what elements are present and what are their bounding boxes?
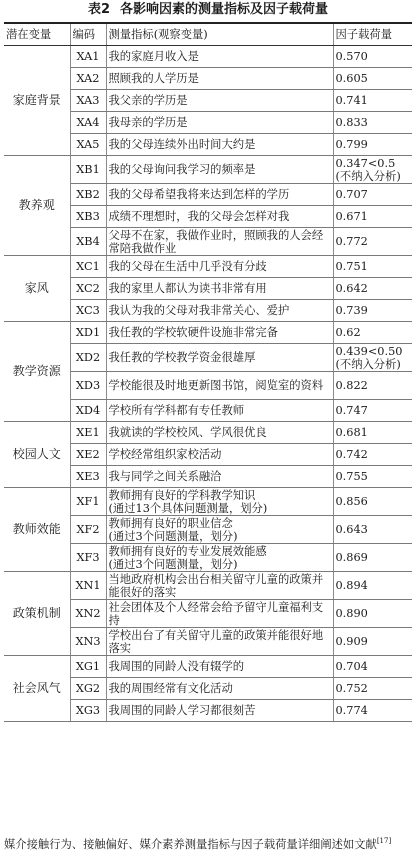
factor-loading-cell: 0.747 — [333, 400, 412, 422]
measurement-item-cell: 我的父母连续外出时间大约是 — [106, 134, 333, 156]
table-caption — [0, 0, 416, 20]
factor-loading-cell: 0.774 — [333, 700, 412, 722]
latent-variable-cell: 家风 — [4, 256, 70, 322]
measurement-item-cell: 我母亲的学历是 — [106, 112, 333, 134]
factor-loading-cell: 0.799 — [333, 134, 412, 156]
factor-loading-cell: 0.856 — [333, 488, 412, 516]
table-row — [4, 256, 412, 278]
measurement-item-cell: 学校能很及时地更新图书馆，阅览室的资料 — [106, 372, 333, 400]
factor-loading-cell: 0.909 — [333, 628, 412, 656]
table-row — [4, 422, 412, 444]
table-row — [4, 322, 412, 344]
measurement-item-cell: 我的周围经常有文化活动 — [106, 678, 333, 700]
code-cell: XG3 — [70, 700, 106, 722]
code-cell: XA2 — [70, 68, 106, 90]
code-cell: XG2 — [70, 678, 106, 700]
factor-loading-cell: 0.752 — [333, 678, 412, 700]
factor-loading-cell: 0.570 — [333, 46, 412, 68]
factor-loading-cell: 0.890 — [333, 600, 412, 628]
code-cell: XC1 — [70, 256, 106, 278]
code-cell: XB3 — [70, 206, 106, 228]
code-cell: XD3 — [70, 372, 106, 400]
measurement-item-cell: 我认为我的父母对我非常关心、爱护 — [106, 300, 333, 322]
code-cell: XB1 — [70, 156, 106, 184]
measurement-item-cell: 我周围的同龄人学习都很刻苦 — [106, 700, 333, 722]
factor-loading-cell: 0.751 — [333, 256, 412, 278]
code-cell: XN2 — [70, 600, 106, 628]
table-number: 表2 — [87, 2, 111, 17]
latent-variable-cell: 教师效能 — [4, 488, 70, 572]
factor-loading-cell: 0.739 — [333, 300, 412, 322]
table-row — [4, 46, 412, 68]
factor-loading-cell: 0.62 — [333, 322, 412, 344]
latent-variable-cell: 教学资源 — [4, 322, 70, 422]
header-code: 编码 — [70, 23, 106, 46]
measurement-item-cell: 我父亲的学历是 — [106, 90, 333, 112]
measurement-item-cell: 我的父母询问我学习的频率是 — [106, 156, 333, 184]
measurement-item-cell: 教师拥有良好的学科教学知识 (通过13个具体问题测量，划分) — [106, 488, 333, 516]
table-row — [4, 572, 412, 600]
code-cell: XE1 — [70, 422, 106, 444]
header-measurement-item: 测量指标(观察变量) — [106, 23, 333, 46]
factor-loading-table — [4, 22, 412, 722]
table-footnote — [4, 834, 412, 852]
measurement-item-cell: 我的父母在生活中几乎没有分歧 — [106, 256, 333, 278]
factor-loading-cell: 0.671 — [333, 206, 412, 228]
latent-variable-cell: 校园人文 — [4, 422, 70, 488]
factor-loading-cell: 0.643 — [333, 516, 412, 544]
measurement-item-cell: 我的父母希望我将来达到怎样的学历 — [106, 184, 333, 206]
code-cell: XF3 — [70, 544, 106, 572]
table-row — [4, 156, 412, 184]
latent-variable-cell: 教养观 — [4, 156, 70, 256]
factor-loading-cell: 0.707 — [333, 184, 412, 206]
code-cell: XC3 — [70, 300, 106, 322]
measurement-item-cell: 学校所有学科都有专任教师 — [106, 400, 333, 422]
code-cell: XN1 — [70, 572, 106, 600]
factor-loading-cell: 0.742 — [333, 444, 412, 466]
measurement-item-cell: 社会团体及个人经常会给予留守儿童福利支持 — [106, 600, 333, 628]
header-latent-variable: 潜在变量 — [4, 23, 70, 46]
table-title: 各影响因素的测量指标及因子载荷量 — [120, 2, 329, 17]
measurement-item-cell: 教师拥有良好的专业发展效能感 (通过3个问题测量，划分) — [106, 544, 333, 572]
measurement-item-cell: 我任教的学校教学资金很雄厚 — [106, 344, 333, 372]
latent-variable-cell: 政策机制 — [4, 572, 70, 656]
footnote-reference: [17] — [376, 837, 392, 845]
header-factor-loading: 因子载荷量 — [333, 23, 412, 46]
code-cell: XE3 — [70, 466, 106, 488]
measurement-item-cell: 我的家里人都认为读书非常有用 — [106, 278, 333, 300]
measurement-item-cell: 当地政府机构会出台相关留守儿童的政策并能很好的落实 — [106, 572, 333, 600]
factor-loading-cell: 0.741 — [333, 90, 412, 112]
factor-loading-cell: 0.869 — [333, 544, 412, 572]
code-cell: XF1 — [70, 488, 106, 516]
measurement-item-cell: 学校经常组织家校活动 — [106, 444, 333, 466]
code-cell: XD4 — [70, 400, 106, 422]
factor-loading-cell: 0.772 — [333, 228, 412, 256]
measurement-item-cell: 我的家庭月收入是 — [106, 46, 333, 68]
code-cell: XB4 — [70, 228, 106, 256]
table-row — [4, 488, 412, 516]
factor-loading-cell: 0.822 — [333, 372, 412, 400]
factor-loading-cell: 0.894 — [333, 572, 412, 600]
latent-variable-cell: 家庭背景 — [4, 46, 70, 156]
measurement-item-cell: 我与同学之间关系融洽 — [106, 466, 333, 488]
code-cell: XE2 — [70, 444, 106, 466]
factor-loading-cell: 0.833 — [333, 112, 412, 134]
factor-loading-cell: 0.605 — [333, 68, 412, 90]
code-cell: XA3 — [70, 90, 106, 112]
measurement-item-cell: 教师拥有良好的职业信念 (通过3个问题测量，划分) — [106, 516, 333, 544]
latent-variable-cell: 社会风气 — [4, 656, 70, 722]
code-cell: XD2 — [70, 344, 106, 372]
measurement-item-cell: 我周围的同龄人没有辍学的 — [106, 656, 333, 678]
measurement-item-cell: 成绩不理想时，我的父母会怎样对我 — [106, 206, 333, 228]
measurement-item-cell: 我任教的学校软硬件设施非常完备 — [106, 322, 333, 344]
code-cell: XF2 — [70, 516, 106, 544]
measurement-item-cell: 我就读的学校校风、学风很优良 — [106, 422, 333, 444]
code-cell: XA5 — [70, 134, 106, 156]
footnote-text: 媒介接触行为、接触偏好、媒介素养测量指标与因子载荷量详细阐述如文献 — [4, 837, 377, 851]
code-cell: XA1 — [70, 46, 106, 68]
code-cell: XG1 — [70, 656, 106, 678]
measurement-item-cell: 学校出台了有关留守儿童的政策并能很好地落实 — [106, 628, 333, 656]
measurement-item-cell: 照顾我的人学历是 — [106, 68, 333, 90]
code-cell: XC2 — [70, 278, 106, 300]
factor-loading-cell: 0.347<0.5 (不纳入分析) — [333, 156, 412, 184]
table-row — [4, 656, 412, 678]
factor-loading-cell: 0.642 — [333, 278, 412, 300]
factor-loading-cell: 0.681 — [333, 422, 412, 444]
code-cell: XN3 — [70, 628, 106, 656]
factor-loading-cell: 0.755 — [333, 466, 412, 488]
code-cell: XD1 — [70, 322, 106, 344]
code-cell: XA4 — [70, 112, 106, 134]
factor-loading-cell: 0.439<0.50 (不纳入分析) — [333, 344, 412, 372]
measurement-item-cell: 父母不在家，我做作业时，照顾我的人会经常陪我做作业 — [106, 228, 333, 256]
code-cell: XB2 — [70, 184, 106, 206]
table-body — [4, 46, 412, 722]
factor-loading-cell: 0.704 — [333, 656, 412, 678]
table-header-row — [4, 23, 412, 46]
